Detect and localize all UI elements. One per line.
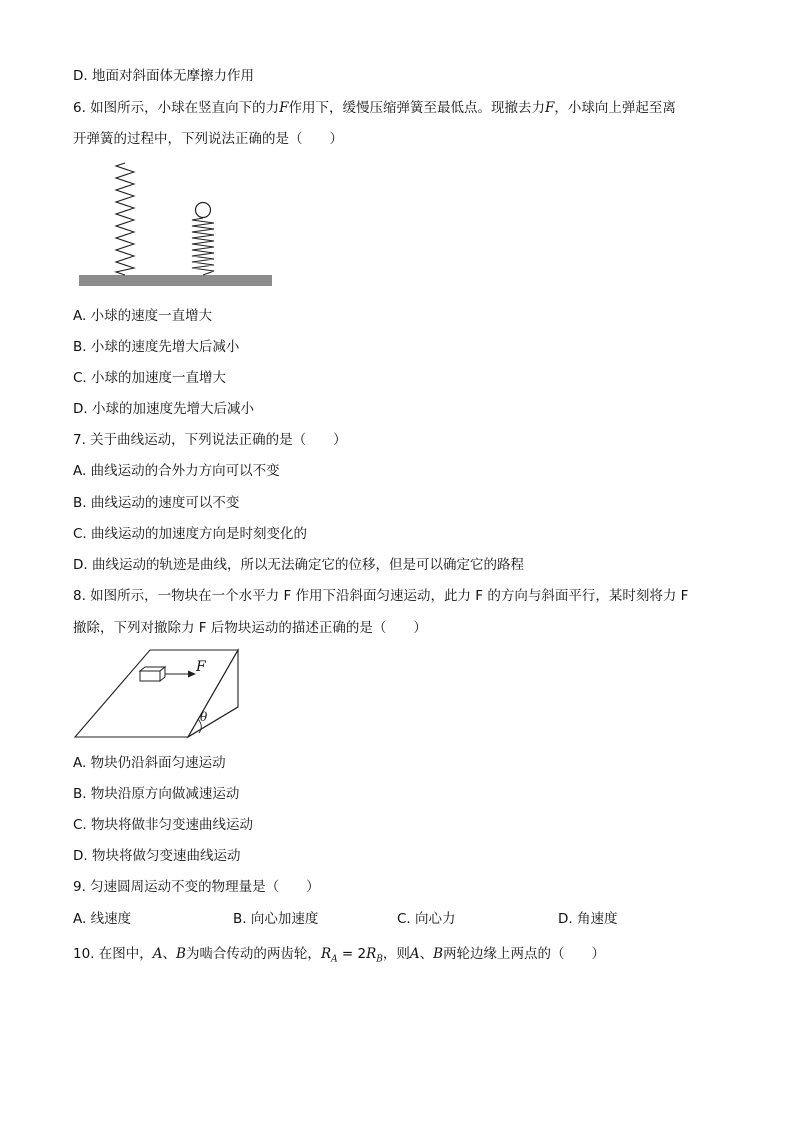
block-front [140, 671, 160, 681]
q9-option-b: B. 向心加速度 [233, 911, 319, 927]
q6-option-c: C. 小球的加速度一直增大 [73, 370, 227, 386]
q6-force-symbol-1: F [279, 100, 289, 116]
q10-sep-2: 、 [419, 946, 434, 962]
q10-equals: = 2 [337, 946, 367, 962]
q10-text-4: 两轮边缘上两点的（ ） [443, 946, 606, 962]
long-spring [116, 163, 134, 275]
q6-stem-part2: 作用下，缓慢压缩弹簧至最低点。现撤去力 [288, 100, 546, 116]
q8-incline-figure [70, 645, 250, 745]
force-label: F [196, 659, 206, 675]
q10-stem [73, 945, 605, 969]
force-arrow-head [188, 671, 196, 678]
q10-symbol-a-2: A [409, 946, 420, 962]
q8-stem-line1: 8. 如图所示，一物块在一个水平力 F 作用下沿斜面匀速运动，此力 F 的方向与斜面平行，某时刻将力 F [73, 588, 689, 604]
q10-radius-b-sub: B [376, 954, 383, 965]
q8-option-c: C. 物块将做非匀变速曲线运动 [73, 817, 254, 833]
q6-force-symbol-2: F [545, 100, 555, 116]
ground-bar [79, 275, 272, 286]
q7-option-d: D. 曲线运动的轨迹是曲线，所以无法确定它的位移，但是可以确定它的路程 [73, 557, 524, 573]
incline-back-edge [188, 707, 238, 737]
q10-symbol-a: A [152, 946, 163, 962]
q9-option-a: A. 线速度 [73, 911, 132, 927]
q8-stem-line2: 撤除，下列对撤除力 F 后物块运动的描述正确的是（ ） [73, 620, 427, 636]
q10-symbol-b: B [176, 946, 186, 962]
q8-option-a: A. 物块仍沿斜面匀速运动 [73, 755, 226, 771]
q6-stem-line1 [73, 99, 676, 117]
q6-option-b: B. 小球的速度先增大后减小 [73, 339, 240, 355]
q10-text-3: ，则 [382, 946, 410, 962]
q8-option-d: D. 物块将做匀变速曲线运动 [73, 848, 241, 864]
q5-option-d: D. 地面对斜面体无摩擦力作用 [73, 68, 254, 84]
q9-option-c: C. 向心力 [397, 911, 456, 927]
q7-stem: 7. 关于曲线运动，下列说法正确的是（ ） [73, 432, 347, 448]
q10-sep-1: 、 [162, 946, 177, 962]
q10-radius-a: R [320, 946, 332, 962]
q10-text-1: 10. 在图中， [73, 946, 153, 962]
q6-stem-part1: 6. 如图所示，小球在竖直向下的力 [73, 100, 280, 116]
ball [196, 203, 211, 218]
angle-label: θ [200, 710, 208, 724]
q10-radius-a-sub: A [331, 954, 338, 965]
q7-option-b: B. 曲线运动的速度可以不变 [73, 495, 240, 511]
q6-option-a: A. 小球的速度一直增大 [73, 308, 213, 324]
q7-option-a: A. 曲线运动的合外力方向可以不变 [73, 463, 280, 479]
q6-option-d: D. 小球的加速度先增大后减小 [73, 401, 254, 417]
q6-stem-line2: 开弹簧的过程中，下列说法正确的是（ ） [73, 131, 343, 147]
q10-radius-b: R [366, 946, 377, 962]
q10-text-2: 为啮合传动的两齿轮， [185, 946, 321, 962]
q9-option-d: D. 角速度 [558, 911, 618, 927]
q7-option-c: C. 曲线运动的加速度方向是时刻变化的 [73, 526, 308, 542]
q8-option-b: B. 物块沿原方向做减速运动 [73, 786, 240, 802]
compressed-spring [192, 218, 214, 275]
q9-stem: 9. 匀速圆周运动不变的物理量是（ ） [73, 879, 320, 895]
q6-spring-figure [76, 160, 276, 290]
q6-stem-part3: ，小球向上弹起至离 [554, 100, 676, 116]
q10-symbol-b-2: B [433, 946, 444, 962]
